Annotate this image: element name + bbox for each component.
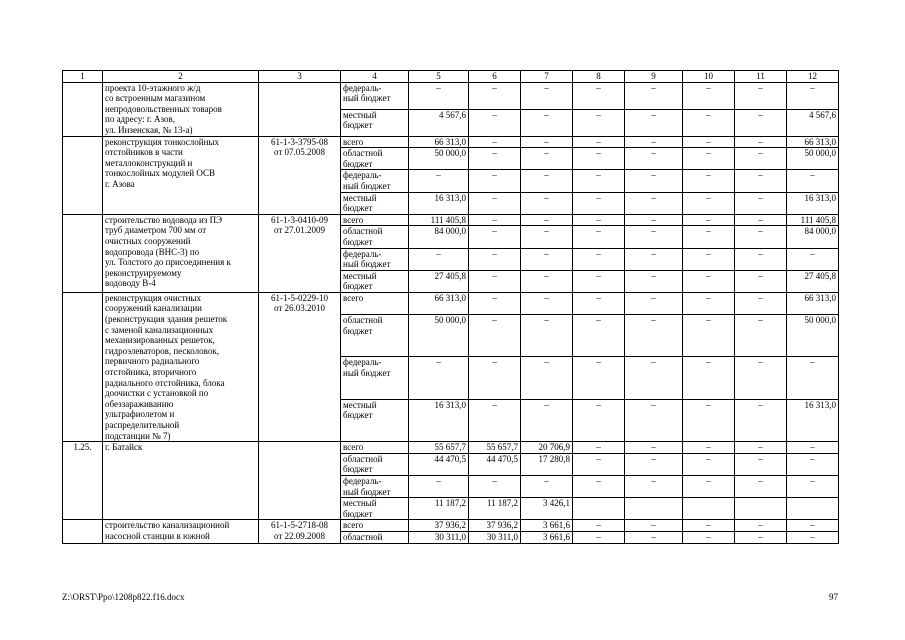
value-cell: – <box>683 475 735 497</box>
value-cell: – <box>469 399 521 441</box>
value-cell: – <box>469 248 521 270</box>
value-cell: – <box>469 475 521 497</box>
value-cell: 84 000,0 <box>409 226 469 248</box>
value-cell: – <box>469 109 521 136</box>
value-cell: 111 405,8 <box>409 214 469 226</box>
item-number-cell <box>63 136 103 214</box>
value-cell: – <box>683 399 735 441</box>
value-cell: – <box>573 442 625 454</box>
column-header: 9 <box>625 71 683 83</box>
value-cell: – <box>787 453 839 475</box>
value-cell: 37 936,2 <box>469 520 521 532</box>
value-cell: – <box>573 315 625 357</box>
value-cell: 11 187,2 <box>409 498 469 520</box>
value-cell: – <box>735 270 787 292</box>
value-cell: – <box>735 475 787 497</box>
value-cell: – <box>625 520 683 532</box>
value-cell: – <box>573 109 625 136</box>
value-cell: – <box>469 82 521 109</box>
value-cell: – <box>625 136 683 148</box>
value-cell: – <box>683 520 735 532</box>
value-cell: 17 280,8 <box>521 453 573 475</box>
budget-label-cell: местный бюджет <box>341 192 409 214</box>
item-name-cell: г. Батайск <box>103 442 259 520</box>
value-cell: – <box>521 270 573 292</box>
value-cell: – <box>521 82 573 109</box>
value-cell: – <box>735 82 787 109</box>
value-cell: 55 657,7 <box>469 442 521 454</box>
value-cell: – <box>521 192 573 214</box>
item-number-cell: 1.25. <box>63 442 103 520</box>
value-cell: – <box>683 170 735 192</box>
budget-label-cell: всего <box>341 136 409 148</box>
value-cell: – <box>469 270 521 292</box>
value-cell: 66 313,0 <box>787 136 839 148</box>
item-name-cell: реконструкция тонкослойных отстойников в части металлоконструкций и тонкослойных модулей ОСВ г. Азова <box>103 136 259 214</box>
value-cell: 37 936,2 <box>409 520 469 532</box>
budget-label-cell: областной бюджет <box>341 315 409 357</box>
budget-label-cell: местный бюджет <box>341 399 409 441</box>
value-cell: – <box>521 315 573 357</box>
value-cell: 4 567,6 <box>409 109 469 136</box>
value-cell: – <box>625 214 683 226</box>
budget-label-cell: федераль- ный бюджет <box>341 82 409 109</box>
item-number-cell <box>63 82 103 136</box>
value-cell: – <box>735 148 787 170</box>
item-code-cell <box>259 82 341 136</box>
file-path: Z:\ORST\Ppo\1208p822.f16.docx <box>62 592 185 602</box>
value-cell: – <box>683 357 735 399</box>
value-cell: – <box>469 292 521 314</box>
value-cell: – <box>573 357 625 399</box>
header-row <box>63 71 839 83</box>
value-cell: 16 313,0 <box>409 399 469 441</box>
value-cell: 3 661,6 <box>521 520 573 532</box>
value-cell: – <box>521 170 573 192</box>
value-cell <box>625 498 683 520</box>
value-cell: – <box>521 148 573 170</box>
column-header: 4 <box>341 71 409 83</box>
budget-label-cell: федераль- ный бюджет <box>341 357 409 399</box>
value-cell: – <box>625 453 683 475</box>
column-header: 10 <box>683 71 735 83</box>
value-cell: – <box>787 531 839 543</box>
value-cell: 30 311,0 <box>409 531 469 543</box>
item-name-cell: строительство канализационной насосной станции в южной <box>103 520 259 543</box>
item-number-cell <box>63 214 103 292</box>
value-cell: – <box>573 475 625 497</box>
budget-label-cell: федераль- ный бюджет <box>341 170 409 192</box>
value-cell: – <box>521 214 573 226</box>
item-number-cell <box>63 292 103 441</box>
table-body <box>63 71 839 544</box>
value-cell: – <box>787 170 839 192</box>
value-cell: – <box>521 475 573 497</box>
value-cell: 66 313,0 <box>409 292 469 314</box>
value-cell: 55 657,7 <box>409 442 469 454</box>
value-cell: – <box>573 399 625 441</box>
value-cell: – <box>683 226 735 248</box>
table-row <box>63 82 839 109</box>
value-cell: 66 313,0 <box>787 292 839 314</box>
value-cell: – <box>735 248 787 270</box>
value-cell: – <box>573 148 625 170</box>
budget-label-cell: областной <box>341 531 409 543</box>
value-cell: – <box>735 315 787 357</box>
value-cell: – <box>625 170 683 192</box>
value-cell: 84 000,0 <box>787 226 839 248</box>
value-cell: – <box>683 192 735 214</box>
budget-label-cell: всего <box>341 442 409 454</box>
item-name-cell: строительство водовода из ПЭ труб диаметром 700 мм от очистных сооружений водопровода (ВНС-3) по ул. Толстого до присоединения к реконструируемому водоводу В-4 <box>103 214 259 292</box>
value-cell: 66 313,0 <box>409 136 469 148</box>
budget-label-cell: федераль- ный бюджет <box>341 248 409 270</box>
value-cell: – <box>683 248 735 270</box>
budget-label-cell: всего <box>341 214 409 226</box>
value-cell: 30 311,0 <box>469 531 521 543</box>
value-cell: – <box>625 148 683 170</box>
column-header: 2 <box>103 71 259 83</box>
value-cell <box>683 498 735 520</box>
budget-label-cell: местный бюджет <box>341 270 409 292</box>
value-cell: – <box>735 136 787 148</box>
value-cell: – <box>735 531 787 543</box>
value-cell: – <box>625 248 683 270</box>
value-cell: – <box>521 109 573 136</box>
value-cell: – <box>683 82 735 109</box>
value-cell <box>573 498 625 520</box>
value-cell: – <box>787 248 839 270</box>
table-row <box>63 214 839 226</box>
value-cell: – <box>787 442 839 454</box>
value-cell: – <box>625 82 683 109</box>
value-cell: 27 405,8 <box>787 270 839 292</box>
value-cell: – <box>683 531 735 543</box>
value-cell: – <box>521 136 573 148</box>
budget-label-cell: местный бюджет <box>341 109 409 136</box>
value-cell: – <box>787 82 839 109</box>
value-cell: – <box>573 170 625 192</box>
value-cell: – <box>735 214 787 226</box>
value-cell: 20 706,9 <box>521 442 573 454</box>
value-cell: – <box>573 192 625 214</box>
value-cell: – <box>469 357 521 399</box>
item-number-cell <box>63 520 103 543</box>
value-cell: – <box>625 226 683 248</box>
value-cell: 111 405,8 <box>787 214 839 226</box>
value-cell: – <box>409 170 469 192</box>
value-cell: – <box>683 136 735 148</box>
value-cell: – <box>469 192 521 214</box>
column-header: 5 <box>409 71 469 83</box>
column-header: 12 <box>787 71 839 83</box>
value-cell: – <box>625 192 683 214</box>
value-cell: – <box>573 292 625 314</box>
value-cell: – <box>735 399 787 441</box>
value-cell: – <box>735 520 787 532</box>
value-cell: – <box>787 357 839 399</box>
value-cell: – <box>625 315 683 357</box>
value-cell: – <box>735 453 787 475</box>
item-code-cell <box>259 442 341 520</box>
value-cell: – <box>787 475 839 497</box>
column-header: 6 <box>469 71 521 83</box>
value-cell: – <box>625 357 683 399</box>
column-header: 1 <box>63 71 103 83</box>
value-cell: – <box>625 292 683 314</box>
value-cell: – <box>469 148 521 170</box>
value-cell: – <box>521 248 573 270</box>
value-cell: – <box>573 82 625 109</box>
value-cell: – <box>521 292 573 314</box>
value-cell: – <box>683 315 735 357</box>
value-cell: – <box>573 214 625 226</box>
value-cell <box>787 498 839 520</box>
value-cell: 50 000,0 <box>787 148 839 170</box>
value-cell <box>735 498 787 520</box>
value-cell: – <box>625 270 683 292</box>
value-cell: 3 426,1 <box>521 498 573 520</box>
value-cell: – <box>521 357 573 399</box>
value-cell: – <box>683 109 735 136</box>
value-cell: – <box>573 520 625 532</box>
value-cell: – <box>625 399 683 441</box>
value-cell: 16 313,0 <box>409 192 469 214</box>
budget-label-cell: областной бюджет <box>341 453 409 475</box>
table-row <box>63 442 839 454</box>
value-cell: 3 661,6 <box>521 531 573 543</box>
value-cell: – <box>625 442 683 454</box>
page-number: 97 <box>829 592 838 602</box>
column-header: 11 <box>735 71 787 83</box>
value-cell: 44 470,5 <box>409 453 469 475</box>
budget-label-cell: всего <box>341 520 409 532</box>
value-cell: – <box>787 520 839 532</box>
budget-label-cell: местный бюджет <box>341 498 409 520</box>
value-cell: – <box>521 226 573 248</box>
value-cell: 50 000,0 <box>409 148 469 170</box>
value-cell: – <box>735 192 787 214</box>
value-cell: – <box>573 453 625 475</box>
value-cell: – <box>625 531 683 543</box>
value-cell: – <box>735 292 787 314</box>
value-cell: 44 470,5 <box>469 453 521 475</box>
value-cell: – <box>573 270 625 292</box>
value-cell: 50 000,0 <box>787 315 839 357</box>
value-cell: – <box>683 270 735 292</box>
value-cell: – <box>573 531 625 543</box>
value-cell: – <box>469 136 521 148</box>
table-row <box>63 520 839 532</box>
item-name-cell: реконструкция очистных сооружений канализации (реконструкция здания решеток с заменой канализационных механизированных решеток, гидроэлеваторов, песколовок, первичного радиального отстойника, вторичного радиального отстойника, блока доочистки с установкой по обеззараживанию ультрафиолетом и распределительной подстанции № 7) <box>103 292 259 441</box>
budget-label-cell: всего <box>341 292 409 314</box>
budget-label-cell: областной бюджет <box>341 226 409 248</box>
budget-label-cell: областной бюджет <box>341 148 409 170</box>
value-cell: – <box>735 357 787 399</box>
value-cell: – <box>469 214 521 226</box>
value-cell: – <box>409 475 469 497</box>
value-cell: – <box>735 170 787 192</box>
table-row <box>63 136 839 148</box>
table-row <box>63 292 839 314</box>
value-cell: – <box>409 357 469 399</box>
value-cell: – <box>683 148 735 170</box>
value-cell: – <box>573 136 625 148</box>
value-cell: – <box>683 292 735 314</box>
column-header: 8 <box>573 71 625 83</box>
value-cell: – <box>735 442 787 454</box>
item-code-cell: 61-1-3-3795-08 от 07.05.2008 <box>259 136 341 214</box>
value-cell: 50 000,0 <box>409 315 469 357</box>
value-cell: 16 313,0 <box>787 399 839 441</box>
value-cell: 27 405,8 <box>409 270 469 292</box>
value-cell: – <box>683 442 735 454</box>
value-cell: – <box>735 226 787 248</box>
value-cell: – <box>573 226 625 248</box>
value-cell: 16 313,0 <box>787 192 839 214</box>
budget-label-cell: федераль- ный бюджет <box>341 475 409 497</box>
value-cell: – <box>573 248 625 270</box>
value-cell: – <box>469 226 521 248</box>
value-cell: – <box>469 315 521 357</box>
item-code-cell: 61-1-5-0229-10 от 26.03.2010 <box>259 292 341 441</box>
value-cell: 11 187,2 <box>469 498 521 520</box>
value-cell: – <box>683 453 735 475</box>
value-cell: – <box>625 475 683 497</box>
value-cell: – <box>683 214 735 226</box>
value-cell: – <box>735 109 787 136</box>
value-cell: – <box>409 248 469 270</box>
funding-table <box>62 70 839 544</box>
value-cell: – <box>409 82 469 109</box>
value-cell: 4 567,6 <box>787 109 839 136</box>
value-cell: – <box>521 399 573 441</box>
item-code-cell: 61-1-5-2718-08 от 22.09.2008 <box>259 520 341 543</box>
item-name-cell: проекта 10-этажного ж/д со встроенным магазином непродовольственных товаров по адресу: г. Азов, ул. Инзенская, № 13-а) <box>103 82 259 136</box>
value-cell: – <box>469 170 521 192</box>
column-header: 3 <box>259 71 341 83</box>
column-header: 7 <box>521 71 573 83</box>
item-code-cell: 61-1-3-0410-09 от 27.01.2009 <box>259 214 341 292</box>
value-cell: – <box>625 109 683 136</box>
